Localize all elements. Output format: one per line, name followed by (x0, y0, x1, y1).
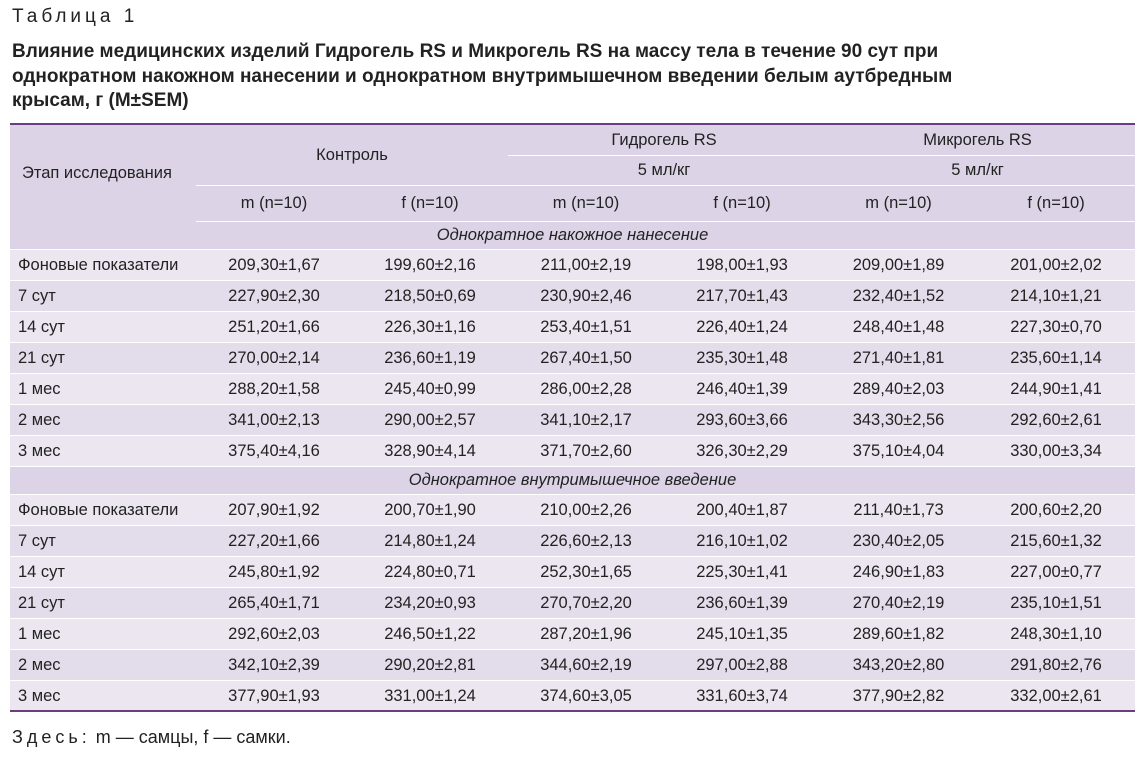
table-cell: 331,00±1,24 (352, 681, 508, 712)
row-label: 2 мес (10, 405, 196, 436)
table-row (10, 681, 1135, 712)
row-label: Фоновые показатели (10, 250, 196, 281)
section-cutaneous (10, 222, 1135, 467)
header-control: Контроль (196, 123, 508, 186)
table-row (10, 343, 1135, 374)
table-cell: 246,40±1,39 (664, 374, 820, 405)
table-cell: 271,40±1,81 (820, 343, 977, 374)
footnote-text: m — самцы, f — самки. (90, 727, 291, 747)
table-cell: 198,00±1,93 (664, 250, 820, 281)
header-sub-hydrogel-m: m (n=10) (508, 186, 664, 222)
table-cell: 245,80±1,92 (196, 557, 352, 588)
table-cell: 332,00±2,61 (977, 681, 1135, 712)
footnote-lead: Здесь: (12, 727, 91, 747)
table-row (10, 436, 1135, 467)
table-cell: 290,00±2,57 (352, 405, 508, 436)
table-cell: 214,80±1,24 (352, 526, 508, 557)
table-cell: 289,40±2,03 (820, 374, 977, 405)
table-cell: 215,60±1,32 (977, 526, 1135, 557)
header-microgel-dose: 5 мл/кг (820, 156, 1135, 186)
table-row (10, 495, 1135, 526)
row-label: 7 сут (10, 526, 196, 557)
table-cell: 265,40±1,71 (196, 588, 352, 619)
table-cell: 209,00±1,89 (820, 250, 977, 281)
table-cell: 253,40±1,51 (508, 312, 664, 343)
table-cell: 270,40±2,19 (820, 588, 977, 619)
row-label: 21 сут (10, 343, 196, 374)
table-cell: 293,60±3,66 (664, 405, 820, 436)
table-cell: 200,40±1,87 (664, 495, 820, 526)
table-cell: 289,60±1,82 (820, 619, 977, 650)
table-cell: 199,60±2,16 (352, 250, 508, 281)
table-cell: 235,60±1,14 (977, 343, 1135, 374)
row-label: 2 мес (10, 650, 196, 681)
section-title: Однократное накожное нанесение (10, 222, 1135, 250)
table-cell: 377,90±1,93 (196, 681, 352, 712)
table-cell: 252,30±1,65 (508, 557, 664, 588)
table-cell: 207,90±1,92 (196, 495, 352, 526)
table-cell: 200,70±1,90 (352, 495, 508, 526)
table-cell: 248,40±1,48 (820, 312, 977, 343)
table-cell: 211,40±1,73 (820, 495, 977, 526)
table-cell: 270,00±2,14 (196, 343, 352, 374)
table-cell: 375,40±4,16 (196, 436, 352, 467)
table-row (10, 312, 1135, 343)
table-label: Таблица 1 (12, 6, 139, 27)
table-row (10, 374, 1135, 405)
header-microgel: Микрогель RS (820, 123, 1135, 156)
table-cell: 200,60±2,20 (977, 495, 1135, 526)
table-cell: 374,60±3,05 (508, 681, 664, 712)
table-cell: 244,90±1,41 (977, 374, 1135, 405)
table-cell: 209,30±1,67 (196, 250, 352, 281)
header-sub-control-m: m (n=10) (196, 186, 352, 222)
header-sub-microgel-m: m (n=10) (820, 186, 977, 222)
table-cell: 230,40±2,05 (820, 526, 977, 557)
header-stage: Этап исследования (10, 123, 196, 222)
table-cell: 225,30±1,41 (664, 557, 820, 588)
table-cell: 232,40±1,52 (820, 281, 977, 312)
table-cell: 343,30±2,56 (820, 405, 977, 436)
table-cell: 211,00±2,19 (508, 250, 664, 281)
table-cell: 235,30±1,48 (664, 343, 820, 374)
table-cell: 246,50±1,22 (352, 619, 508, 650)
section-title: Однократное внутримышечное введение (10, 467, 1135, 495)
table-cell: 227,00±0,77 (977, 557, 1135, 588)
table-cell: 236,60±1,39 (664, 588, 820, 619)
table-footnote (12, 727, 291, 748)
row-label: 7 сут (10, 281, 196, 312)
table-cell: 341,00±2,13 (196, 405, 352, 436)
header-sub-microgel-f: f (n=10) (977, 186, 1135, 222)
weight-table (10, 123, 1135, 712)
table-cell: 292,60±2,03 (196, 619, 352, 650)
table-cell: 290,20±2,81 (352, 650, 508, 681)
table-cell: 297,00±2,88 (664, 650, 820, 681)
table-cell: 245,40±0,99 (352, 374, 508, 405)
weight-table-wrapper (10, 123, 1135, 712)
row-label: 14 сут (10, 557, 196, 588)
table-cell: 224,80±0,71 (352, 557, 508, 588)
table-cell: 371,70±2,60 (508, 436, 664, 467)
table-cell: 375,10±4,04 (820, 436, 977, 467)
table-cell: 218,50±0,69 (352, 281, 508, 312)
table-cell: 227,90±2,30 (196, 281, 352, 312)
table-cell: 344,60±2,19 (508, 650, 664, 681)
table-cell: 230,90±2,46 (508, 281, 664, 312)
table-cell: 251,20±1,66 (196, 312, 352, 343)
table-cell: 248,30±1,10 (977, 619, 1135, 650)
row-label: Фоновые показатели (10, 495, 196, 526)
table-row (10, 405, 1135, 436)
table-cell: 246,90±1,83 (820, 557, 977, 588)
table-cell: 227,20±1,66 (196, 526, 352, 557)
table-cell: 286,00±2,28 (508, 374, 664, 405)
table-cell: 214,10±1,21 (977, 281, 1135, 312)
row-label: 3 мес (10, 681, 196, 712)
table-row (10, 526, 1135, 557)
table-cell: 235,10±1,51 (977, 588, 1135, 619)
table-row (10, 619, 1135, 650)
header-hydrogel: Гидрогель RS (508, 123, 820, 156)
row-label: 1 мес (10, 374, 196, 405)
row-label: 14 сут (10, 312, 196, 343)
table-cell: 291,80±2,76 (977, 650, 1135, 681)
table-cell: 201,00±2,02 (977, 250, 1135, 281)
table-cell: 210,00±2,26 (508, 495, 664, 526)
row-label: 3 мес (10, 436, 196, 467)
table-cell: 216,10±1,02 (664, 526, 820, 557)
table-cell: 331,60±3,74 (664, 681, 820, 712)
table-cell: 267,40±1,50 (508, 343, 664, 374)
row-label: 1 мес (10, 619, 196, 650)
table-cell: 245,10±1,35 (664, 619, 820, 650)
table-cell: 287,20±1,96 (508, 619, 664, 650)
table-cell: 227,30±0,70 (977, 312, 1135, 343)
table-row (10, 557, 1135, 588)
table-cell: 236,60±1,19 (352, 343, 508, 374)
table-cell: 343,20±2,80 (820, 650, 977, 681)
row-label: 21 сут (10, 588, 196, 619)
table-cell: 226,30±1,16 (352, 312, 508, 343)
table-cell: 292,60±2,61 (977, 405, 1135, 436)
table-cell: 341,10±2,17 (508, 405, 664, 436)
table-cell: 217,70±1,43 (664, 281, 820, 312)
header-sub-hydrogel-f: f (n=10) (664, 186, 820, 222)
table-cell: 226,60±2,13 (508, 526, 664, 557)
header-hydrogel-dose: 5 мл/кг (508, 156, 820, 186)
header-sub-control-f: f (n=10) (352, 186, 508, 222)
table-cell: 328,90±4,14 (352, 436, 508, 467)
table-cell: 377,90±2,82 (820, 681, 977, 712)
table-row (10, 281, 1135, 312)
table-cell: 326,30±2,29 (664, 436, 820, 467)
table-row (10, 588, 1135, 619)
table-cell: 330,00±3,34 (977, 436, 1135, 467)
table-caption: Влияние медицинских изделий Гидрогель RS и Микрогель RS на массу тела в течение 90 сут при однократном накожном нанесении и однократном внутримышечном введении белым аутбредным крысам, г (M±SEM) (12, 41, 953, 111)
section-intramuscular (10, 467, 1135, 712)
table-cell: 226,40±1,24 (664, 312, 820, 343)
table-row (10, 250, 1135, 281)
table-cell: 288,20±1,58 (196, 374, 352, 405)
table-cell: 342,10±2,39 (196, 650, 352, 681)
table-cell: 270,70±2,20 (508, 588, 664, 619)
table-row (10, 650, 1135, 681)
table-cell: 234,20±0,93 (352, 588, 508, 619)
